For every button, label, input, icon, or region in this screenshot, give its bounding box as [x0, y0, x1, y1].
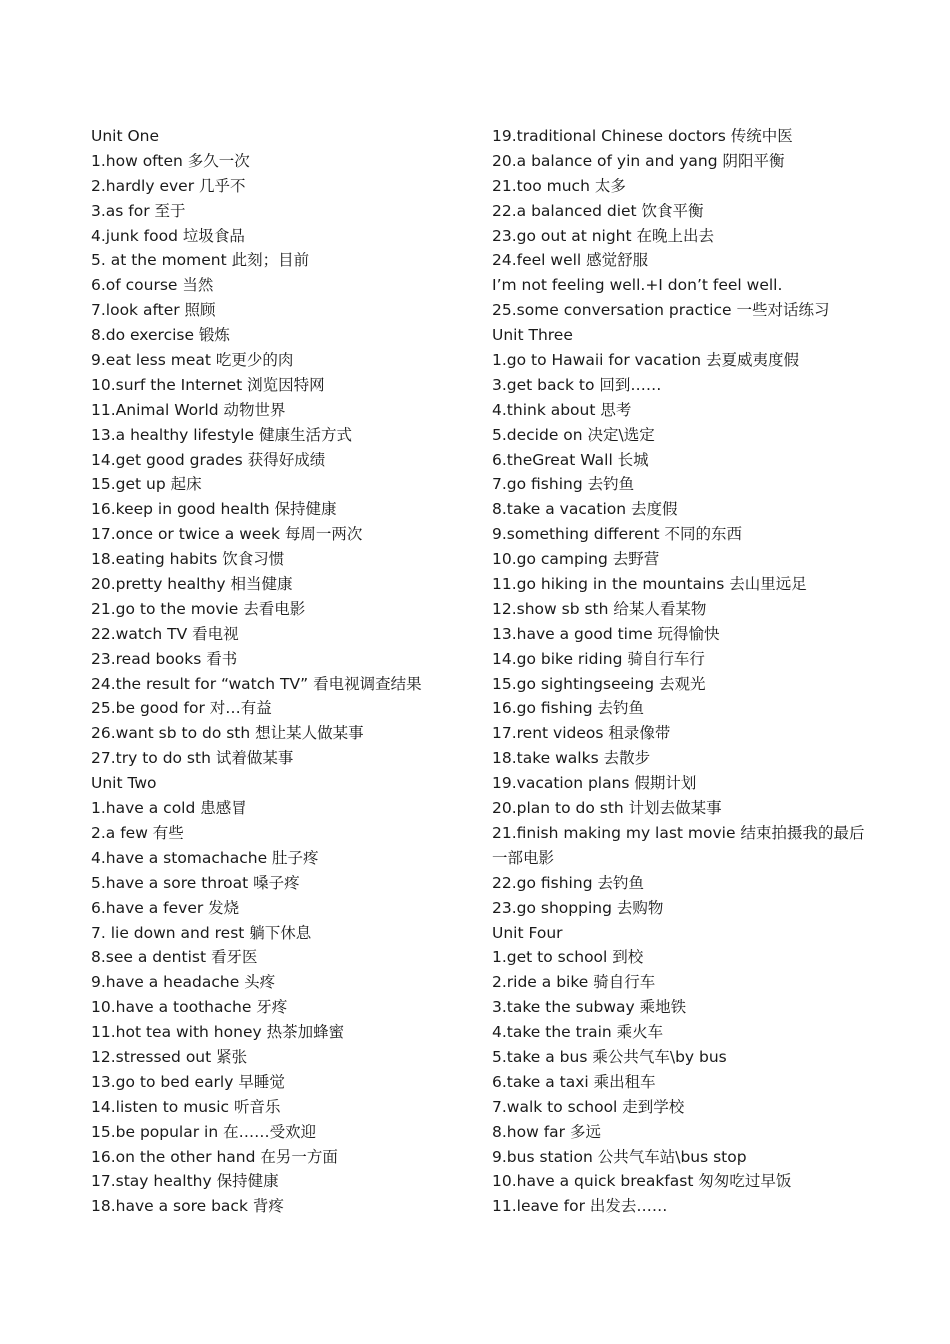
vocab-line: 11.go hiking in the mountains 去山里远足 — [492, 575, 807, 594]
vocab-line: 2.hardly ever 几乎不 — [91, 176, 246, 195]
vocab-line: 24.the result for “watch TV” 看电视调查结果 — [91, 674, 422, 693]
vocab-line: 23.read books 看书 — [91, 649, 238, 668]
vocab-line: 11.hot tea with honey 热茶加蜂蜜 — [91, 1023, 345, 1042]
vocab-line: 19.traditional Chinese doctors 传统中医 — [492, 127, 793, 145]
vocab-line: 6.theGreat Wall 长城 — [492, 450, 649, 469]
vocab-line: 19.vacation plans 假期计划 — [492, 774, 697, 793]
vocab-line: 3.get back to 回到…… — [492, 375, 662, 394]
vocab-line: 21.finish making my last movie 结束拍摄我的最后 — [492, 823, 865, 842]
vocab-line: 1.how often 多久一次 — [91, 151, 250, 170]
vocab-line: 1.get to school 到校 — [492, 948, 644, 967]
vocab-line: 16.keep in good health 保持健康 — [91, 500, 337, 519]
vocab-line: 9.have a headache 头疼 — [91, 973, 276, 992]
vocab-line: 13.a healthy lifestyle 健康生活方式 — [91, 425, 352, 444]
vocab-line: 13.go to bed early 早睡觉 — [91, 1072, 285, 1091]
vocab-line: 4.think about 思考 — [492, 400, 632, 419]
vocab-line: 12.show sb sth 给某人看某物 — [492, 599, 707, 618]
vocab-line: 14.go bike riding 骑自行车行 — [492, 649, 705, 668]
vocab-line: I’m not feeling well.+I don’t feel well. — [492, 276, 783, 295]
left-column — [91, 124, 471, 1219]
vocab-line: 17.stay healthy 保持健康 — [91, 1172, 279, 1191]
vocab-line: 10.have a quick breakfast 匆匆吃过早饭 — [492, 1172, 792, 1191]
vocab-line: 14.listen to music 听音乐 — [91, 1097, 281, 1116]
vocab-line: 18.have a sore back 背疼 — [91, 1197, 284, 1216]
vocab-line: 23.go shopping 去购物 — [492, 898, 664, 917]
vocab-line: 8.see a dentist 看牙医 — [91, 948, 258, 967]
vocab-line: 22.go fishing 去钓鱼 — [492, 873, 644, 892]
vocab-line: 25.some conversation practice 一些对话练习 — [492, 301, 830, 320]
vocab-line: 10.go camping 去野营 — [492, 550, 660, 569]
vocab-line: 12.stressed out 紧张 — [91, 1047, 248, 1066]
vocab-line: 18.take walks 去散步 — [492, 749, 651, 768]
vocab-line: 16.on the other hand 在另一方面 — [91, 1147, 338, 1166]
vocab-line: Unit Four — [492, 923, 563, 942]
vocab-line: 7.go fishing 去钓鱼 — [492, 475, 635, 494]
vocab-line: 10.have a toothache 牙疼 — [91, 998, 288, 1017]
vocab-line: 24.feel well 感觉舒服 — [492, 251, 649, 270]
vocab-line: 26.want sb to do sth 想让某人做某事 — [91, 724, 364, 743]
vocab-line: 7.walk to school 走到学校 — [492, 1097, 685, 1116]
vocab-line: 22.watch TV 看电视 — [91, 624, 239, 643]
vocab-line: 7. lie down and rest 躺下休息 — [91, 923, 312, 942]
vocab-line: 17.rent videos 租录像带 — [492, 724, 671, 743]
vocab-line: 22.a balanced diet 饮食平衡 — [492, 201, 704, 220]
vocab-line: 3.take the subway 乘地铁 — [492, 998, 687, 1017]
vocab-line: 15.be popular in 在……受欢迎 — [91, 1122, 317, 1141]
vocab-line: 14.get good grades 获得好成绩 — [91, 450, 326, 469]
vocab-line: 6.have a fever 发烧 — [91, 898, 240, 917]
vocab-line: 9.something different 不同的东西 — [492, 525, 743, 544]
vocab-line: 23.go out at night 在晚上出去 — [492, 226, 715, 245]
vocab-line: 16.go fishing 去钓鱼 — [492, 699, 644, 718]
vocab-line: 2.ride a bike 骑自行车 — [492, 973, 656, 992]
vocab-line: 10.surf the Internet 浏览因特网 — [91, 375, 325, 394]
vocab-line: 7.look after 照顾 — [91, 301, 216, 320]
vocab-line: 25.be good for 对…有益 — [91, 699, 272, 718]
vocab-line: 5.take a bus 乘公共气车\by bus — [492, 1047, 727, 1066]
vocab-line: 20.a balance of yin and yang 阴阳平衡 — [492, 151, 785, 170]
vocab-line: 21.too much 太多 — [492, 176, 626, 195]
vocab-line: 5.have a sore throat 嗓子疼 — [91, 873, 300, 892]
vocab-line: 4.junk food 垃圾食品 — [91, 226, 245, 245]
vocab-line: 13.have a good time 玩得愉快 — [492, 624, 720, 643]
vocab-line: 6.of course 当然 — [91, 276, 214, 295]
vocab-line: 3.as for 至于 — [91, 201, 186, 220]
vocab-line: 17.once or twice a week 每周一两次 — [91, 525, 363, 544]
vocab-line: 9.bus station 公共气车站\bus stop — [492, 1147, 747, 1166]
vocab-line: 8.take a vacation 去度假 — [492, 500, 678, 519]
vocab-line: 一部电影 — [492, 848, 555, 867]
vocab-line: 5.decide on 决定\选定 — [492, 425, 655, 444]
vocab-line: 4.take the train 乘火车 — [492, 1023, 664, 1042]
vocab-line: 6.take a taxi 乘出租车 — [492, 1072, 656, 1091]
vocab-line: 11.Animal World 动物世界 — [91, 400, 286, 419]
vocab-line: Unit Three — [492, 326, 573, 345]
vocab-line: 8.do exercise 锻炼 — [91, 326, 230, 345]
vocab-line: 27.try to do sth 试着做某事 — [91, 749, 294, 768]
vocab-line: 1.have a cold 患感冒 — [91, 799, 247, 818]
vocab-line: 8.how far 多远 — [492, 1122, 601, 1141]
vocab-line: 5. at the moment 此刻；目前 — [91, 251, 310, 270]
vocab-line: 15.get up 起床 — [91, 475, 202, 494]
vocab-line: 9.eat less meat 吃更少的肉 — [91, 351, 294, 370]
vocab-line: 2.a few 有些 — [91, 823, 184, 842]
vocab-line: Unit One — [91, 127, 160, 145]
vocab-line: Unit Two — [91, 774, 157, 793]
right-column — [492, 124, 872, 1219]
vocab-line: 20.pretty healthy 相当健康 — [91, 575, 293, 594]
vocab-line: 4.have a stomachache 肚子疼 — [91, 848, 319, 867]
vocab-line: 20.plan to do sth 计划去做某事 — [492, 799, 722, 818]
vocab-line: 1.go to Hawaii for vacation 去夏威夷度假 — [492, 351, 799, 370]
vocab-line: 21.go to the movie 去看电影 — [91, 599, 306, 618]
vocab-line: 18.eating habits 饮食习惯 — [91, 550, 285, 569]
vocab-line: 11.leave for 出发去…… — [492, 1197, 668, 1216]
vocab-line: 15.go sightingseeing 去观光 — [492, 674, 706, 693]
